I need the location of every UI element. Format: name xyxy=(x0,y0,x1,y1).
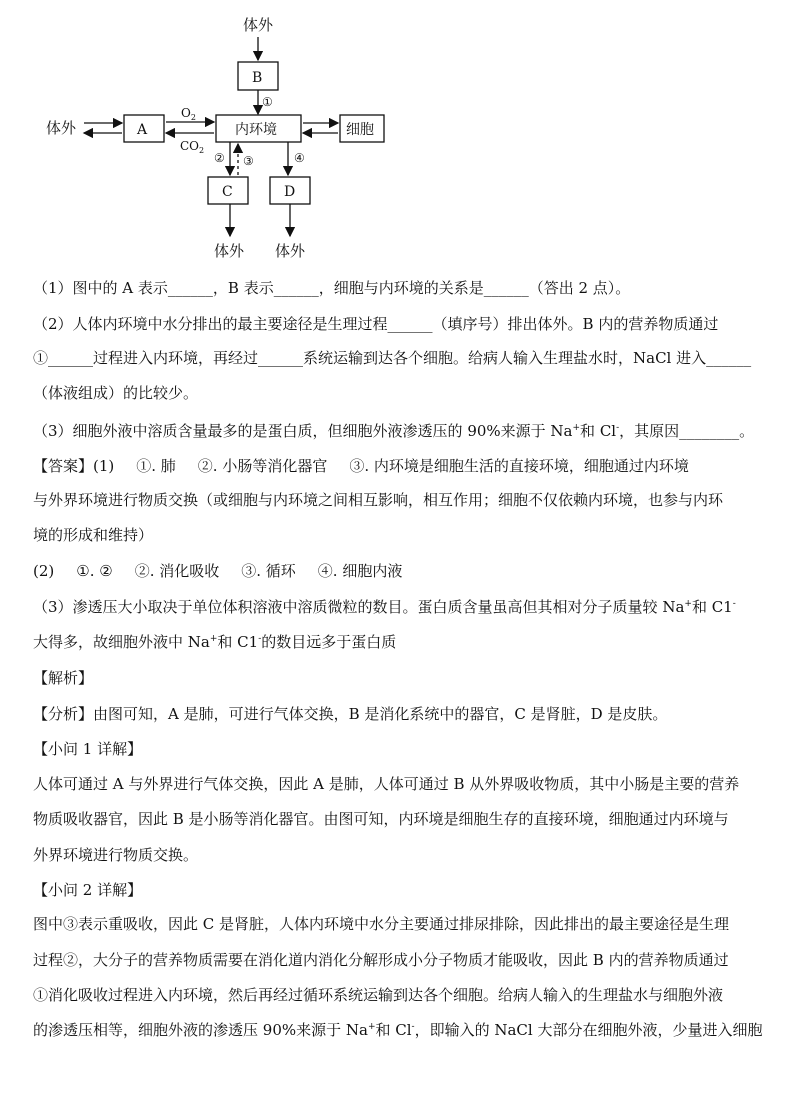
box-c-label: C xyxy=(222,184,233,200)
subquestion-2-heading: 【小问 2 详解】 xyxy=(33,881,143,899)
subquestion-1-line-b: 物质吸收器官，因此 B 是小肠等消化器官。由图可知，内环境是细胞生存的直接环境，细胞通过内环境与 xyxy=(33,810,729,828)
bottom-outside-d-label: 体外 xyxy=(275,242,306,260)
box-b-label: B xyxy=(252,70,263,86)
answer-1-line-c: 境的形成和维持） xyxy=(33,526,154,544)
question-2-line-b: ①______过程进入内环境，再经过______系统运输到达各个细胞。给病人输入生理盐水时，NaCl 进入______ xyxy=(33,349,752,367)
subquestion-2-line-a: 图中③表示重吸收，因此 C 是肾脏，人体内环境中水分主要通过排尿排除，因此排出的最主要途径是生理 xyxy=(33,915,730,933)
subquestion-1-heading: 【小问 1 详解】 xyxy=(33,740,143,758)
process-3-label: ③ xyxy=(243,154,254,168)
answer-3: （3）渗透压大小取决于单位体积溶液中溶质微粒的数目。蛋白质含量虽高但其相对分子质量较 Na+和 C1- xyxy=(33,598,736,616)
analysis-heading: 【解析】 xyxy=(33,669,94,687)
process-1-label: ① xyxy=(262,95,273,109)
answer-1-line-b: 与外界环境进行物质交换（或细胞与内环境之间相互影响，相互作用；细胞不仅依赖内环境，也参与内环 xyxy=(33,491,724,509)
question-3: （3）细胞外液中溶质含量最多的是蛋白质，但细胞外液渗透压的 90%来源于 Na+和 Cl-，其原因________。 xyxy=(33,422,755,440)
question-1: （1）图中的 A 表示______，B 表示______，细胞与内环境的关系是______（答出 2 点）。 xyxy=(33,279,631,297)
subquestion-2-line-b: 过程②，大分子的营养物质需要在消化道内消化分解形成小分子物质才能吸收，因此 B 内的营养物质通过 xyxy=(33,951,729,969)
carbon-dioxide-label: $CO_2$ xyxy=(180,139,205,155)
box-a-label: A xyxy=(137,122,148,138)
cells-label: 细胞 xyxy=(346,122,374,138)
subquestion-1-line-a: 人体可通过 A 与外界进行气体交换，因此 A 是肺，人体可通过 B 从外界吸收物质，其中小肠是主要的营养 xyxy=(33,775,740,793)
question-2-line-c: （体液组成）的比较少。 xyxy=(33,384,199,402)
analysis-summary: 【分析】由图可知，A 是肺，可进行气体交换，B 是消化系统中的器官，C 是肾脏，D 是皮肤。 xyxy=(33,705,668,723)
top-outside-label: 体外 xyxy=(243,16,274,34)
body-fluid-diagram xyxy=(0,0,420,270)
answer-2: (2) ①. ② ②. 消化吸收 ③. 循环 ④. 细胞内液 xyxy=(33,562,403,580)
process-4-label: ④ xyxy=(294,151,305,165)
box-d-label: D xyxy=(284,184,296,200)
internal-environment-label: 内环境 xyxy=(235,122,277,138)
oxygen-label: $O_2$ xyxy=(181,106,196,122)
subquestion-1-line-c: 外界环境进行物质交换。 xyxy=(33,846,199,864)
process-2-label: ② xyxy=(214,151,225,165)
subquestion-2-line-c: ①消化吸收过程进入内环境，然后再经过循环系统运输到达各个细胞。给病人输入的生理盐水与细胞外液 xyxy=(33,986,724,1004)
answer-1: 【答案】(1) ①. 肺 ②. 小肠等消化器官 ③. 内环境是细胞生活的直接环境，细胞通过内环境 xyxy=(33,457,689,475)
left-outside-label: 体外 xyxy=(46,119,77,137)
question-2-line-a: （2）人体内环境中水分排出的最主要途径是生理过程______（填序号）排出体外。B 内的营养物质通过 xyxy=(33,315,719,333)
answer-3-line-b: 大得多，故细胞外液中 Na+和 C1-的数目远多于蛋白质 xyxy=(33,633,397,651)
subquestion-2-line-d: 的渗透压相等，细胞外液的渗透压 90%来源于 Na+和 Cl-，即输入的 NaCl 大部分在细胞外液，少量进入细胞 xyxy=(33,1021,763,1039)
bottom-outside-c-label: 体外 xyxy=(214,242,245,260)
